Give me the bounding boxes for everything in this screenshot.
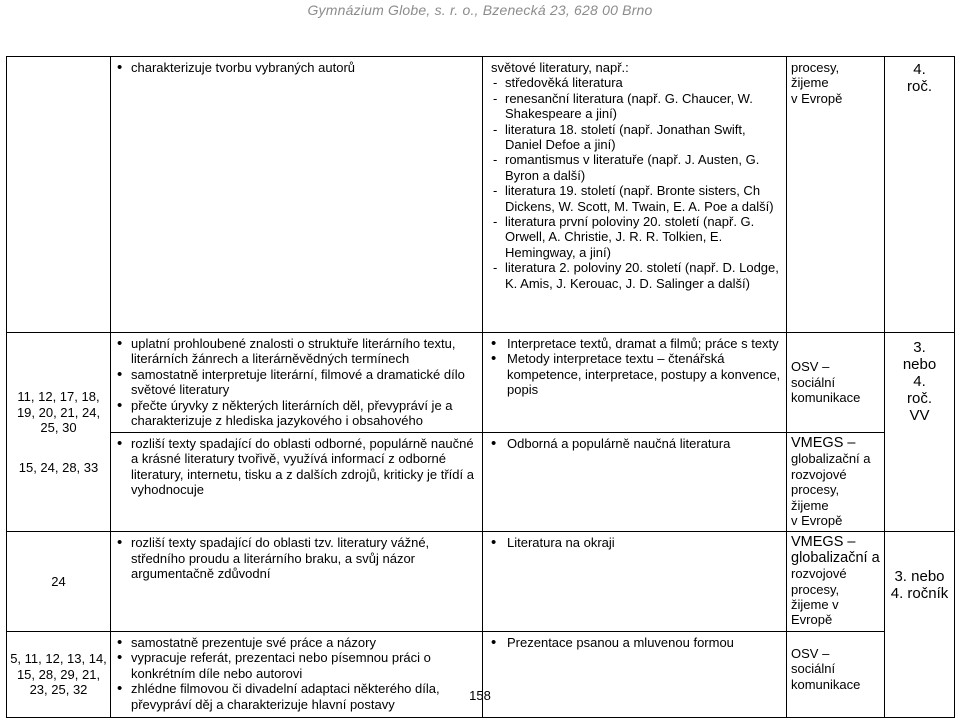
topic-item: - literatura 18. století (např. Jonathan Swift, Daniel Defoe a jiní) <box>491 122 782 153</box>
table-row <box>7 57 955 333</box>
cross-topics-cell <box>787 57 885 333</box>
outcome-item: • uplatní prohloubené znalosti o struktuře literárního textu, literárních žánrech a literárněvědných termínech <box>117 336 478 367</box>
hours-cell <box>7 333 111 532</box>
cross-topic-line: Evropě <box>791 612 833 628</box>
topic-item: • Interpretace textů, dramat a filmů; práce s texty <box>491 336 782 351</box>
outcome-item: • zhlédne filmovou či divadelní adaptaci některého díla, převypráví děj a charakterizuje hlavní postavy <box>117 681 478 712</box>
outcome-item: • rozliší texty spadající do oblasti odborné, populárně naučné a krásné literatury tvořivě, využívá informací z odborné literatury, internetu, tisku a z dalších zdrojů, kriticky je třídí a vyhodnocuje <box>117 436 478 498</box>
cross-topic-line: sociální <box>791 374 836 390</box>
outcomes-cell <box>111 631 483 717</box>
topic-cell <box>483 433 787 532</box>
cross-topics-cell <box>787 333 885 433</box>
topic-cell <box>483 333 787 433</box>
page-number: 158 <box>469 688 491 703</box>
hours-group: 11, 12, 17, 18, 19, 20, 21, 24, 25, 30 <box>16 389 101 436</box>
topic-item: • Prezentace psanou a mluvenou formou <box>491 635 782 650</box>
topic-cell <box>483 631 787 717</box>
cross-topic-line: v Evropě <box>791 90 843 106</box>
cross-topics-cell <box>787 532 885 631</box>
outcome-item: • přečte úryvky z některých literárních děl, převypráví je a charakterizuje z hlediska jazykového i obsahového <box>117 398 478 429</box>
year-cell <box>885 57 955 333</box>
cross-topic-line: globalizační a <box>791 549 880 566</box>
table-row <box>7 333 955 433</box>
topic-item: - středověká literatura <box>491 75 782 90</box>
cross-topic-line: rozvojové <box>791 466 847 482</box>
outcome-item: • rozliší texty spadající do oblasti tzv. literatury vážné, středního proudu a literárního braku, a svůj názor argumentačně zdůvodní <box>117 535 478 581</box>
outcome-item: • vypracuje referát, prezentaci nebo písemnou práci o konkrétním díle nebo autorovi <box>117 650 478 681</box>
topic-item: - renesanční literatura (např. G. Chaucer, W. Shakespeare a jiní) <box>491 91 782 122</box>
cross-topic-line: sociální <box>791 661 836 677</box>
hours-group: 15, 24, 28, 33 <box>18 459 99 475</box>
cross-topic-line: rozvojové <box>791 566 847 582</box>
cross-topic-line: OSV – <box>791 645 830 661</box>
topic-item: • Literatura na okraji <box>491 535 782 550</box>
cross-topic-line: procesy, žijeme <box>791 482 840 513</box>
cross-topic-line: VMEGS – <box>791 435 856 451</box>
outcomes-cell <box>111 333 483 433</box>
cross-topic-line: VMEGS – <box>791 534 856 551</box>
cross-topic-line: globalizační a <box>791 451 871 467</box>
hours-cell: 24 <box>7 532 111 631</box>
year-line: VV <box>909 407 930 424</box>
topic-item: • Odborná a populárně naučná literatura <box>491 436 782 451</box>
table-row <box>7 532 955 631</box>
cross-topics-cell <box>787 433 885 532</box>
outcomes-cell <box>111 433 483 532</box>
year-line: roč. <box>906 78 932 95</box>
outcome-item: • samostatně interpretuje literární, filmové a dramatické dílo světové literatury <box>117 367 478 398</box>
table-row <box>7 433 955 532</box>
curriculum-table <box>6 56 955 718</box>
topic-item: - literatura 2. poloviny 20. století (např. D. Lodge, K. Amis, J. Kerouac, J. D. Salinger a další) <box>491 260 782 291</box>
outcome-item: • charakterizuje tvorbu vybraných autorů <box>117 60 478 75</box>
cross-topic-line: OSV – <box>791 359 830 375</box>
cross-topic-line: komunikace <box>791 390 861 406</box>
year-line: nebo <box>902 356 937 373</box>
topic-cell <box>483 57 787 333</box>
outcomes-cell <box>111 532 483 631</box>
topic-item: - literatura 19. století (např. Bronte sisters, Ch Dickens, W. Scott, M. Twain, E. A. Poe a další) <box>491 183 782 214</box>
year-line: roč. <box>906 390 932 407</box>
cross-topic-line: v Evropě <box>791 513 843 529</box>
table-row <box>7 631 955 717</box>
cross-topics-cell <box>787 631 885 717</box>
outcomes-cell <box>111 57 483 333</box>
topic-item: - romantismus v literatuře (např. J. Austen, G. Byron a další) <box>491 152 782 183</box>
document-header: Gymnázium Globe, s. r. o., Bzenecká 23, 628 00 Brno <box>307 2 653 18</box>
cross-topic-line: komunikace <box>791 676 861 692</box>
year-line: 4. ročník <box>890 584 949 602</box>
cross-topic-line: procesy, žijeme v <box>791 581 840 613</box>
topic-cell <box>483 532 787 631</box>
topic-intro: světové literatury, např.: <box>491 60 629 75</box>
topic-item: • Metody interpretace textu – čtenářská kompetence, interpretace, postupy a konvence, popis <box>491 351 782 397</box>
year-line: 3. nebo <box>894 567 945 585</box>
year-line: 3. <box>913 339 926 356</box>
topic-item: - literatura první poloviny 20. století (např. G. Orwell, A. Christie, J. R. R. Tolkien, E. Hemingway, a jiní) <box>491 214 782 260</box>
outcome-item: • samostatně prezentuje své práce a názory <box>117 635 478 650</box>
year-line: 4. <box>913 61 926 78</box>
hours-cell: 5, 11, 12, 13, 14, 15, 28, 29, 21, 23, 25, 32 <box>7 631 111 717</box>
cross-topic-line: procesy, žijeme <box>791 60 840 91</box>
year-line: 4. <box>913 373 926 390</box>
hours-cell <box>7 57 111 333</box>
year-cell <box>885 333 955 532</box>
